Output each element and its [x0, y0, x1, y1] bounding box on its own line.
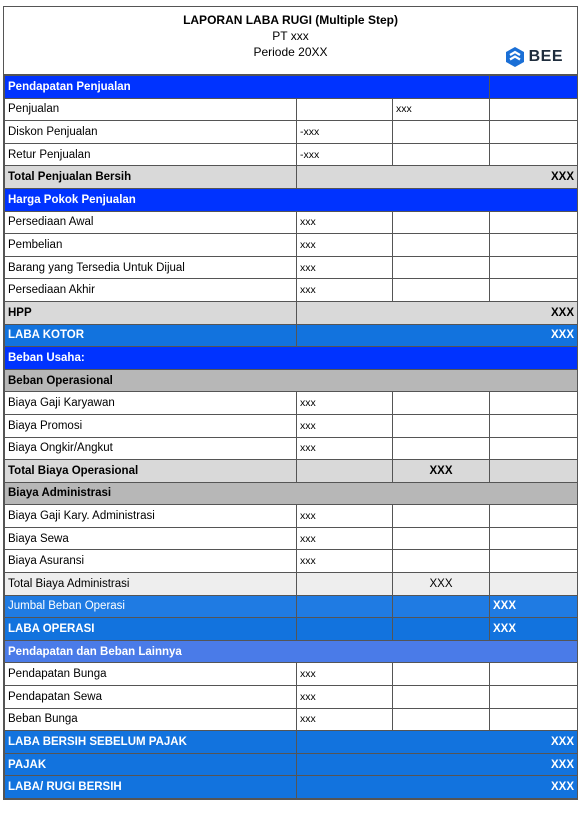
row-value: -xxx	[297, 143, 393, 166]
row-cell	[490, 686, 578, 709]
report-header	[4, 7, 577, 75]
total-row	[5, 460, 578, 483]
section-label: Biaya Administrasi	[5, 482, 578, 505]
row-value: xxx	[297, 550, 393, 573]
row-label: Biaya Promosi	[5, 414, 297, 437]
row-value: xxx	[297, 708, 393, 731]
row-cell	[490, 527, 578, 550]
highlight-row	[5, 595, 578, 618]
row-cell	[490, 121, 578, 144]
table-row	[5, 211, 578, 234]
total-row	[5, 301, 578, 324]
row-label: Barang yang Tersedia Untuk Dijual	[5, 256, 297, 279]
table-row	[5, 505, 578, 528]
total-row	[5, 166, 578, 189]
table-row	[5, 663, 578, 686]
row-cell	[490, 143, 578, 166]
table-row	[5, 392, 578, 415]
bee-logo	[505, 46, 563, 68]
row-label: Total Biaya Administrasi	[5, 573, 297, 596]
row-label: Biaya Ongkir/Angkut	[5, 437, 297, 460]
table-row	[5, 121, 578, 144]
row-cell	[490, 414, 578, 437]
row-value: XXX	[490, 618, 578, 641]
row-cell	[393, 663, 490, 686]
row-cell	[490, 256, 578, 279]
company-name: PT xxx	[272, 29, 309, 43]
table-row	[5, 527, 578, 550]
section-label: Pendapatan Penjualan	[5, 76, 490, 99]
table-row	[5, 98, 578, 121]
section-label: Beban Usaha:	[5, 347, 578, 370]
highlight-row	[5, 731, 578, 754]
row-cell	[393, 527, 490, 550]
row-cell	[393, 143, 490, 166]
row-label: Penjualan	[5, 98, 297, 121]
table-row	[5, 279, 578, 302]
row-cell	[490, 98, 578, 121]
row-value: XXX	[297, 324, 578, 347]
table-row	[5, 234, 578, 257]
row-value: xxx	[297, 663, 393, 686]
section-hpp	[5, 188, 578, 211]
row-value: -xxx	[297, 121, 393, 144]
row-cell	[393, 618, 490, 641]
row-cell	[393, 595, 490, 618]
row-cell	[393, 211, 490, 234]
row-cell	[393, 234, 490, 257]
row-value: xxx	[297, 414, 393, 437]
section-label: Pendapatan dan Beban Lainnya	[5, 640, 578, 663]
income-statement-sheet	[3, 6, 578, 800]
highlight-row	[5, 776, 578, 799]
table-row	[5, 143, 578, 166]
row-value: XXX	[393, 573, 490, 596]
row-value: xxx	[297, 211, 393, 234]
section-pendapatan-penjualan	[5, 76, 578, 99]
subsection-beban-operasional	[5, 369, 578, 392]
row-value: xxx	[297, 686, 393, 709]
row-label: PAJAK	[5, 753, 297, 776]
row-value: xxx	[393, 98, 490, 121]
row-cell	[490, 573, 578, 596]
highlight-row	[5, 618, 578, 641]
table-row	[5, 256, 578, 279]
row-cell	[297, 460, 393, 483]
table-row	[5, 414, 578, 437]
row-cell	[490, 234, 578, 257]
row-label: LABA BERSIH SEBELUM PAJAK	[5, 731, 297, 754]
row-label: Persediaan Akhir	[5, 279, 297, 302]
bee-logo-icon	[505, 46, 525, 68]
section-beban-usaha	[5, 347, 578, 370]
highlight-row	[5, 324, 578, 347]
row-cell	[393, 708, 490, 731]
row-label: Pendapatan Sewa	[5, 686, 297, 709]
row-label: Biaya Gaji Karyawan	[5, 392, 297, 415]
row-value: xxx	[297, 527, 393, 550]
table-row	[5, 708, 578, 731]
row-label: Retur Penjualan	[5, 143, 297, 166]
row-value: XXX	[297, 301, 578, 324]
row-value: XXX	[297, 776, 578, 799]
row-value: XXX	[490, 595, 578, 618]
row-cell	[490, 392, 578, 415]
row-cell	[393, 414, 490, 437]
row-cell	[490, 663, 578, 686]
row-cell	[393, 121, 490, 144]
subsection-biaya-administrasi	[5, 482, 578, 505]
row-cell	[393, 686, 490, 709]
row-value: xxx	[297, 505, 393, 528]
row-label: LABA OPERASI	[5, 618, 297, 641]
section-lainnya	[5, 640, 578, 663]
highlight-row	[5, 753, 578, 776]
row-cell	[393, 392, 490, 415]
row-cell	[297, 573, 393, 596]
row-value: xxx	[297, 234, 393, 257]
income-table	[4, 75, 578, 799]
table-row	[5, 686, 578, 709]
report-period: Periode 20XX	[253, 45, 328, 59]
row-cell	[297, 618, 393, 641]
row-label: Jumbal Beban Operasi	[5, 595, 297, 618]
row-cell	[393, 437, 490, 460]
row-cell	[393, 279, 490, 302]
row-label: Pendapatan Bunga	[5, 663, 297, 686]
row-value: XXX	[297, 753, 578, 776]
row-value: xxx	[297, 437, 393, 460]
report-title: LAPORAN LABA RUGI (Multiple Step)	[183, 13, 398, 27]
row-value: XXX	[297, 731, 578, 754]
row-label: HPP	[5, 301, 297, 324]
section-label: Harga Pokok Penjualan	[5, 188, 578, 211]
table-row	[5, 437, 578, 460]
row-cell	[490, 505, 578, 528]
total-row	[5, 573, 578, 596]
row-label: Biaya Asuransi	[5, 550, 297, 573]
row-cell	[490, 437, 578, 460]
row-label: Total Penjualan Bersih	[5, 166, 297, 189]
row-cell	[490, 211, 578, 234]
row-label: Pembelian	[5, 234, 297, 257]
empty-cell	[490, 76, 578, 99]
row-cell	[393, 505, 490, 528]
row-cell	[490, 708, 578, 731]
row-value: XXX	[393, 460, 490, 483]
row-cell	[490, 550, 578, 573]
row-label: Total Biaya Operasional	[5, 460, 297, 483]
logo-text: BEE	[528, 48, 563, 65]
row-value: xxx	[297, 279, 393, 302]
table-row	[5, 550, 578, 573]
row-label: Biaya Gaji Kary. Administrasi	[5, 505, 297, 528]
row-cell	[393, 550, 490, 573]
row-label: LABA/ RUGI BERSIH	[5, 776, 297, 799]
row-label: LABA KOTOR	[5, 324, 297, 347]
row-cell	[393, 256, 490, 279]
row-cell	[297, 98, 393, 121]
row-cell	[490, 279, 578, 302]
row-label: Persediaan Awal	[5, 211, 297, 234]
row-label: Diskon Penjualan	[5, 121, 297, 144]
row-value: xxx	[297, 392, 393, 415]
row-value: xxx	[297, 256, 393, 279]
row-label: Beban Bunga	[5, 708, 297, 731]
row-label: Biaya Sewa	[5, 527, 297, 550]
row-cell	[490, 460, 578, 483]
row-cell	[297, 595, 393, 618]
section-label: Beban Operasional	[5, 369, 578, 392]
row-value: XXX	[297, 166, 578, 189]
